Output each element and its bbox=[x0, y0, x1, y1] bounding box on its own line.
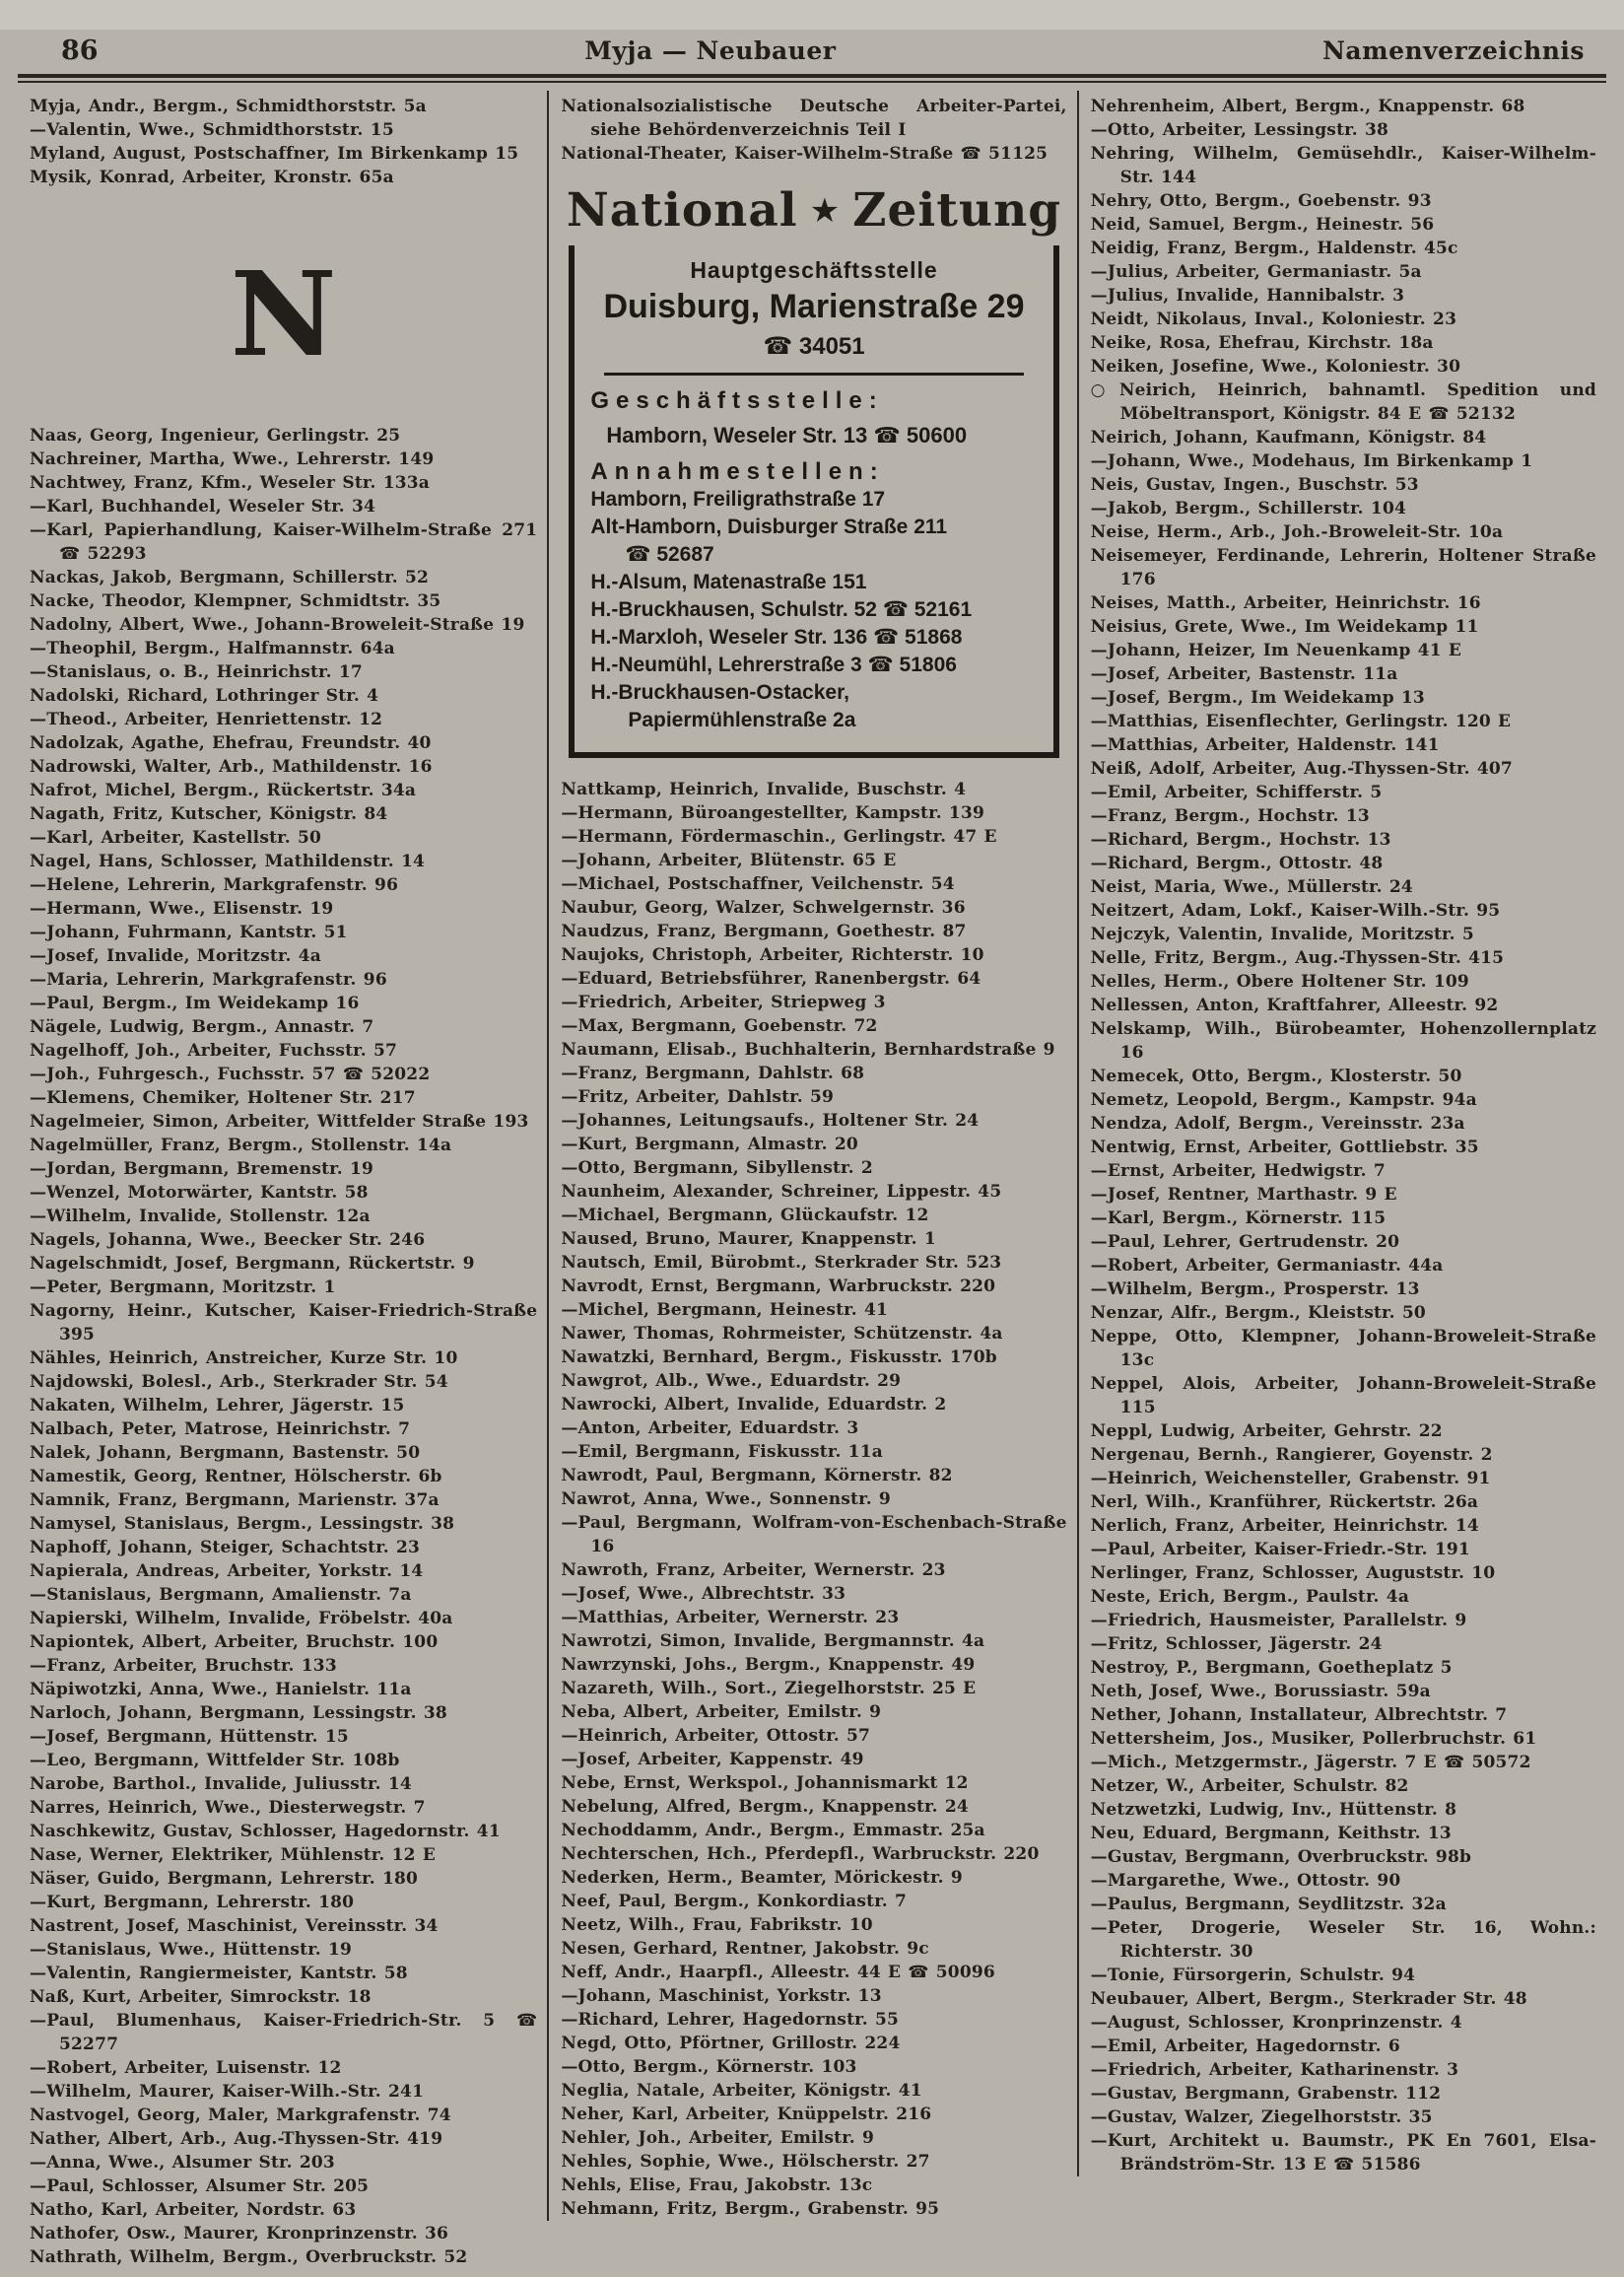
directory-entry: Nawgrot, Alb., Wwe., Eduardstr. 29 bbox=[561, 1371, 902, 1391]
directory-entry: Nelles, Herm., Obere Holtener Str. 109 bbox=[1090, 972, 1469, 992]
directory-entry: Naas, Georg, Ingenieur, Gerlingstr. 25 bbox=[30, 426, 401, 446]
directory-entry: —Emil, Arbeiter, Hagedornstr. 6 bbox=[1090, 2036, 1400, 2056]
directory-entry: —Otto, Bergmann, Sibyllenstr. 2 bbox=[561, 1158, 873, 1178]
directory-entry: Neste, Erich, Bergm., Paulstr. 4a bbox=[1090, 1587, 1410, 1607]
directory-entry: Nathofer, Osw., Maurer, Kronprinzenstr. 36 bbox=[30, 2224, 449, 2243]
directory-entry: Namysel, Stanislaus, Bergm., Lessingstr. 38 bbox=[30, 1514, 455, 1534]
directory-entry: —Julius, Arbeiter, Germaniastr. 5a bbox=[1090, 262, 1422, 282]
directory-entry: —Anton, Arbeiter, Eduardstr. 3 bbox=[561, 1418, 859, 1438]
column-3 bbox=[1077, 91, 1606, 2176]
directory-entry: Nederken, Herm., Beamter, Mörickestr. 9 bbox=[561, 1868, 963, 1888]
directory-entry: Neidig, Franz, Bergm., Haldenstr. 45c bbox=[1090, 239, 1458, 258]
directory-entry: Nagelhoff, Joh., Arbeiter, Fuchsstr. 57 bbox=[30, 1041, 398, 1061]
directory-entry: Nehmann, Fritz, Bergm., Grabenstr. 95 bbox=[561, 2199, 940, 2219]
directory-entry: —Kurt, Architekt u. Baumstr., PK En 7601, Elsa-Brändström-Str. 13 E ☎ 51586 bbox=[1090, 2131, 1596, 2174]
directory-entry: —Otto, Arbeiter, Lessingstr. 38 bbox=[1090, 120, 1389, 140]
directory-entry: Neidt, Nikolaus, Inval., Koloniestr. 23 bbox=[1090, 310, 1457, 329]
directory-entry: —Johann, Maschinist, Yorkstr. 13 bbox=[561, 1986, 882, 2006]
directory-entry: —Leo, Bergmann, Wittfelder Str. 108b bbox=[30, 1751, 400, 1770]
directory-entry: Narloch, Johann, Bergmann, Lessingstr. 38 bbox=[30, 1703, 447, 1723]
directory-entry: —Wilhelm, Maurer, Kaiser-Wilh.-Str. 241 bbox=[30, 2082, 425, 2102]
directory-entry: —Otto, Bergm., Körnerstr. 103 bbox=[561, 2057, 857, 2077]
directory-entry: —Valentin, Wwe., Schmidthorststr. 15 bbox=[30, 120, 394, 140]
directory-entry: —Maria, Lehrerin, Markgrafenstr. 96 bbox=[30, 970, 387, 990]
directory-entry: Naused, Bruno, Maurer, Knappenstr. 1 bbox=[561, 1229, 936, 1249]
directory-entry: —Richard, Bergm., Ottostr. 48 bbox=[1090, 854, 1384, 873]
directory-entry: —Margarethe, Wwe., Ottostr. 90 bbox=[1090, 1871, 1401, 1891]
directory-entry: —Theod., Arbeiter, Henriettenstr. 12 bbox=[30, 710, 383, 729]
directory-entry: Naumann, Elisab., Buchhalterin, Bernhardstraße 9 bbox=[561, 1040, 1055, 1060]
directory-entry: —Paul, Blumenhaus, Kaiser-Friedrich-Str. 5 ☎ 52277 bbox=[30, 2011, 538, 2054]
directory-entry: —Ernst, Arbeiter, Hedwigstr. 7 bbox=[1090, 1161, 1386, 1181]
directory-entry: Nellessen, Anton, Kraftfahrer, Alleestr. 92 bbox=[1090, 996, 1499, 1015]
directory-entry: Nerlinger, Franz, Schlosser, Auguststr. 10 bbox=[1090, 1563, 1496, 1583]
running-title: Myja — Neubauer bbox=[584, 36, 837, 65]
directory-entry: Neisemeyer, Ferdinande, Lehrerin, Holtener Straße 176 bbox=[1090, 546, 1596, 589]
directory-entry: Naujoks, Christoph, Arbeiter, Richterstr. 10 bbox=[561, 945, 984, 965]
ad-branch-line: H.-Neumühl, Lehrerstraße 3 ☎ 51806 bbox=[590, 654, 957, 676]
directory-entry: Nadolny, Albert, Wwe., Johann-Broweleit-Straße 19 bbox=[30, 615, 525, 635]
directory-entry: —Karl, Bergm., Körnerstr. 115 bbox=[1090, 1208, 1387, 1228]
directory-entry: —Joh., Fuhrgesch., Fuchsstr. 57 ☎ 52022 bbox=[30, 1065, 431, 1084]
directory-entry: Nackas, Jakob, Bergmann, Schillerstr. 52 bbox=[30, 568, 430, 587]
directory-entry: Napiontek, Albert, Arbeiter, Bruchstr. 100 bbox=[30, 1632, 439, 1652]
directory-entry: —Josef, Invalide, Moritzstr. 4a bbox=[30, 946, 321, 966]
directory-entry: Nawatzki, Bernhard, Bergm., Fiskusstr. 170b bbox=[561, 1347, 997, 1367]
directory-entry: Neisius, Grete, Wwe., Im Weidekamp 11 bbox=[1090, 617, 1479, 637]
directory-entry: —Fritz, Arbeiter, Dahlstr. 59 bbox=[561, 1087, 835, 1107]
directory-entry: Nakaten, Wilhelm, Lehrer, Jägerstr. 15 bbox=[30, 1396, 405, 1415]
directory-entry: —Robert, Arbeiter, Luisenstr. 12 bbox=[30, 2058, 342, 2078]
directory-entry: —Karl, Buchhandel, Weseler Str. 34 bbox=[30, 497, 376, 517]
header-rule-thick bbox=[18, 74, 1606, 78]
directory-entry: —Josef, Wwe., Albrechtstr. 33 bbox=[561, 1584, 846, 1604]
directory-entry: Nentwig, Ernst, Arbeiter, Gottliebstr. 35 bbox=[1090, 1138, 1479, 1157]
directory-entry: Nettersheim, Jos., Musiker, Pollerbruchstr. 61 bbox=[1090, 1729, 1537, 1749]
directory-entry: Nationalsozialistische Deutsche Arbeiter-Partei, siehe Behördenverzeichnis Teil I bbox=[561, 97, 1067, 140]
directory-entry: Neitzert, Adam, Lokf., Kaiser-Wilh.-Str. 95 bbox=[1090, 901, 1501, 921]
directory-entry: Nazareth, Wilh., Sort., Ziegelhorststr. 25 E bbox=[561, 1679, 977, 1698]
directory-entry: —Peter, Bergmann, Moritzstr. 1 bbox=[30, 1277, 336, 1297]
directory-entry: Nagels, Johanna, Wwe., Beecker Str. 246 bbox=[30, 1230, 426, 1250]
directory-entry: National-Theater, Kaiser-Wilhelm-Straße ☎ 51125 bbox=[561, 144, 1049, 164]
directory-entry: Neppe, Otto, Klempner, Johann-Broweleit-Straße 13c bbox=[1090, 1327, 1596, 1370]
directory-entry: Nastvogel, Georg, Maler, Markgrafenstr. 74 bbox=[30, 2105, 451, 2125]
directory-entry: —Friedrich, Hausmeister, Parallelstr. 9 bbox=[1090, 1611, 1467, 1630]
directory-entry: Nerlich, Franz, Arbeiter, Heinrichstr. 14 bbox=[1090, 1516, 1479, 1536]
directory-entry: Nadolzak, Agathe, Ehefrau, Freundstr. 40 bbox=[30, 733, 432, 753]
directory-entry: Nehles, Sophie, Wwe., Hölscherstr. 27 bbox=[561, 2152, 930, 2172]
directory-entry: Nagelmeier, Simon, Arbeiter, Wittfelder Straße 193 bbox=[30, 1112, 529, 1132]
directory-entry: —Robert, Arbeiter, Germaniastr. 44a bbox=[1090, 1256, 1444, 1276]
directory-entry: —Julius, Invalide, Hannibalstr. 3 bbox=[1090, 286, 1405, 306]
directory-entry: Nemetz, Leopold, Bergm., Kampstr. 94a bbox=[1090, 1090, 1477, 1110]
directory-entry: Neise, Herm., Arb., Joh.-Broweleit-Str. 10a bbox=[1090, 522, 1504, 542]
directory-entry: Nehler, Joh., Arbeiter, Emilstr. 9 bbox=[561, 2128, 875, 2148]
directory-entry: —Matthias, Arbeiter, Haldenstr. 141 bbox=[1090, 735, 1440, 755]
section-letter-N: N bbox=[230, 245, 337, 382]
directory-entry: Natho, Karl, Arbeiter, Nordstr. 63 bbox=[30, 2200, 357, 2220]
directory-entry: Neff, Andr., Haarpfl., Alleestr. 44 E ☎ 50096 bbox=[561, 1963, 995, 1982]
directory-entry: Neba, Albert, Arbeiter, Emilstr. 9 bbox=[561, 1702, 882, 1722]
directory-entry: Näpiwotzki, Anna, Wwe., Hanielstr. 11a bbox=[30, 1680, 412, 1699]
directory-entry: —Peter, Drogerie, Weseler Str. 16, Wohn.: Richterstr. 30 bbox=[1090, 1918, 1596, 1962]
directory-entry: —Stanislaus, Bergmann, Amalienstr. 7a bbox=[30, 1585, 412, 1605]
directory-entry: Myland, August, Postschaffner, Im Birkenkamp 15 bbox=[30, 144, 519, 164]
ad-office-line: Hamborn, Weseler Str. 13 ☎ 50600 bbox=[606, 423, 968, 448]
directory-entry: Nattkamp, Heinrich, Invalide, Buschstr. 4 bbox=[561, 780, 967, 799]
ad-subtitle: Hauptgeschäftsstelle bbox=[690, 257, 938, 283]
directory-entry: Netzwetzki, Ludwig, Inv., Hüttenstr. 8 bbox=[1090, 1800, 1457, 1820]
directory-entry: ○Neirich, Heinrich, bahnamtl. Spedition und Möbeltransport, Königstr. 84 E ☎ 52132 bbox=[1090, 380, 1596, 424]
directory-entry: —Theophil, Bergm., Halfmannstr. 64a bbox=[30, 639, 395, 658]
directory-entry: —Wilhelm, Bergm., Prosperstr. 13 bbox=[1090, 1279, 1420, 1299]
directory-entry: Nähles, Heinrich, Anstreicher, Kurze Str. 10 bbox=[30, 1348, 458, 1368]
directory-entry: —Kurt, Bergmann, Almastr. 20 bbox=[561, 1135, 858, 1154]
directory-entry: —Franz, Bergm., Hochstr. 13 bbox=[1090, 806, 1370, 826]
directory-entry: Nebelung, Alfred, Bergm., Knappenstr. 24 bbox=[561, 1797, 969, 1817]
directory-entry: —Wilhelm, Invalide, Stollenstr. 12a bbox=[30, 1207, 371, 1226]
ad-branch-lines bbox=[590, 486, 1037, 734]
directory-entry: —Paul, Arbeiter, Kaiser-Friedr.-Str. 191 bbox=[1090, 1540, 1470, 1559]
directory-entry: Nelskamp, Wilh., Bürobeamter, Hohenzollernplatz 16 bbox=[1090, 1019, 1596, 1063]
directory-entry: Nalek, Johann, Bergmann, Bastenstr. 50 bbox=[30, 1443, 421, 1463]
directory-entry: Nejczyk, Valentin, Invalide, Moritzstr. 5 bbox=[1090, 925, 1474, 944]
directory-entry: —Paulus, Bergmann, Seydlitzstr. 32a bbox=[1090, 1895, 1447, 1914]
directory-entry: Neppl, Ludwig, Arbeiter, Gehrstr. 22 bbox=[1090, 1421, 1443, 1441]
directory-entry: Nawrzynski, Johs., Bergm., Knappenstr. 49 bbox=[561, 1655, 976, 1675]
directory-entry: Mysik, Konrad, Arbeiter, Kronstr. 65a bbox=[30, 168, 394, 187]
page-number: 86 bbox=[61, 35, 99, 66]
directory-entry: —Heinrich, Weichensteller, Grabenstr. 91 bbox=[1090, 1469, 1491, 1488]
directory-entry: —Michel, Bergmann, Heinestr. 41 bbox=[561, 1300, 889, 1320]
directory-entry: Naphoff, Johann, Steiger, Schachtstr. 23 bbox=[30, 1538, 421, 1557]
directory-entry: —Emil, Bergmann, Fiskusstr. 11a bbox=[561, 1442, 883, 1462]
directory-entry: —Johann, Arbeiter, Blütenstr. 65 E bbox=[561, 851, 897, 870]
directory-entry: Neher, Karl, Arbeiter, Knüppelstr. 216 bbox=[561, 2104, 932, 2124]
ad-office-label: Geschäftsstelle: bbox=[590, 387, 884, 414]
directory-entry: Nafrot, Michel, Bergm., Rückertstr. 34a bbox=[30, 781, 417, 800]
directory-entry: Nadrowski, Walter, Arb., Mathildenstr. 16 bbox=[30, 757, 433, 777]
directory-entry: —Eduard, Betriebsführer, Ranenbergstr. 64 bbox=[561, 969, 981, 989]
directory-entry: —Hermann, Fördermaschin., Gerlingstr. 47 E bbox=[561, 827, 997, 847]
directory-entry: Netzer, W., Arbeiter, Schulstr. 82 bbox=[1090, 1776, 1409, 1796]
directory-entry: Nerl, Wilh., Kranführer, Rückertstr. 26a bbox=[1090, 1492, 1479, 1512]
directory-entry: Neid, Samuel, Bergm., Heinestr. 56 bbox=[1090, 215, 1435, 235]
directory-entry: —Friedrich, Arbeiter, Striepweg 3 bbox=[561, 993, 886, 1012]
ad-branch-line: Alt-Hamborn, Duisburger Straße 211 bbox=[590, 516, 948, 538]
directory-entry: Neu, Eduard, Bergmann, Keithstr. 13 bbox=[1090, 1824, 1452, 1843]
directory-entry: Nawrocki, Albert, Invalide, Eduardstr. 2 bbox=[561, 1395, 947, 1414]
directory-entry: Narres, Heinrich, Wwe., Diesterwegstr. 7 bbox=[30, 1798, 426, 1818]
directory-entry: Nathrath, Wilhelm, Bergm., Overbruckstr. 52 bbox=[30, 2247, 468, 2267]
directory-entry: —Stanislaus, Wwe., Hüttenstr. 19 bbox=[30, 1940, 353, 1960]
ad-branch-line: H.-Bruckhausen-Ostacker, Papiermühlenstraße 2a bbox=[590, 681, 856, 731]
directory-entry: Nehry, Otto, Bergm., Goebenstr. 93 bbox=[1090, 191, 1432, 211]
directory-entry: Näser, Guido, Bergmann, Lehrerstr. 180 bbox=[30, 1869, 419, 1889]
directory-entry: —Max, Bergmann, Goebenstr. 72 bbox=[561, 1016, 878, 1036]
section-title: Namenverzeichnis bbox=[1322, 36, 1585, 65]
ad-phone: ☎ 34051 bbox=[763, 333, 865, 360]
directory-entry: —Kurt, Bergmann, Lehrerstr. 180 bbox=[30, 1893, 355, 1912]
directory-entry: Neetz, Wilh., Frau, Fabrikstr. 10 bbox=[561, 1915, 873, 1935]
directory-entry: Nehls, Elise, Frau, Jakobstr. 13c bbox=[561, 2175, 873, 2195]
directory-entry: —Helene, Lehrerin, Markgrafenstr. 96 bbox=[30, 875, 399, 895]
directory-entry: Nawroth, Franz, Arbeiter, Wernerstr. 23 bbox=[561, 1560, 946, 1580]
directory-entry: —Franz, Bergmann, Dahlstr. 68 bbox=[561, 1064, 865, 1083]
directory-entry: —Karl, Papierhandlung, Kaiser-Wilhelm-Straße 271 ☎ 52293 bbox=[30, 520, 538, 564]
directory-entry: Neis, Gustav, Ingen., Buschstr. 53 bbox=[1090, 475, 1419, 495]
directory-entry: —Franz, Arbeiter, Bruchstr. 133 bbox=[30, 1656, 337, 1676]
directory-entry: —Klemens, Chemiker, Holtener Str. 217 bbox=[30, 1088, 416, 1108]
directory-entry: Nehring, Wilhelm, Gemüsehdlr., Kaiser-Wilhelm-Str. 144 bbox=[1090, 144, 1596, 187]
directory-entry: Neist, Maria, Wwe., Müllerstr. 24 bbox=[1090, 877, 1413, 897]
directory-entry: Nether, Johann, Installateur, Albrechtstr. 7 bbox=[1090, 1705, 1508, 1725]
directory-entry: —Friedrich, Arbeiter, Katharinenstr. 3 bbox=[1090, 2060, 1459, 2080]
directory-entry: Nestroy, P., Bergmann, Goetheplatz 5 bbox=[1090, 1658, 1453, 1678]
directory-entry: Nather, Albert, Arb., Aug.-Thyssen-Str. 419 bbox=[30, 2129, 443, 2149]
directory-entry: —Karl, Arbeiter, Kastellstr. 50 bbox=[30, 828, 322, 848]
directory-entry: Najdowski, Bolesl., Arb., Sterkrader Str. 54 bbox=[30, 1372, 448, 1392]
directory-entry: —Gustav, Bergmann, Overbruckstr. 98b bbox=[1090, 1847, 1472, 1867]
column2-notice-entries bbox=[561, 95, 1066, 166]
directory-entry: Nawer, Thomas, Rohrmeister, Schützenstr. 4a bbox=[561, 1324, 1003, 1344]
directory-entry: Napierski, Wilhelm, Invalide, Fröbelstr. 40a bbox=[30, 1609, 453, 1628]
directory-entry: —Josef, Arbeiter, Kappenstr. 49 bbox=[561, 1750, 864, 1769]
ad-box bbox=[569, 245, 1058, 758]
directory-entry: Namestik, Georg, Rentner, Hölscherstr. 6b bbox=[30, 1467, 442, 1486]
directory-entry: Nechterschen, Hch., Pferdepfl., Warbruckstr. 220 bbox=[561, 1844, 1040, 1864]
directory-entry: —Paul, Lehrer, Gertrudenstr. 20 bbox=[1090, 1232, 1400, 1252]
directory-entry: —Wenzel, Motorwärter, Kantstr. 58 bbox=[30, 1183, 369, 1203]
directory-entry: Myja, Andr., Bergm., Schmidthorststr. 5a bbox=[30, 97, 427, 116]
directory-entry: Neubauer, Albert, Bergm., Sterkrader Str. 48 bbox=[1090, 1989, 1527, 2009]
directory-entry: Neef, Paul, Bergm., Konkordiastr. 7 bbox=[561, 1892, 908, 1911]
directory-entry: —August, Schlosser, Kronprinzenstr. 4 bbox=[1090, 2013, 1462, 2033]
directory-entry: Nägele, Ludwig, Bergm., Annastr. 7 bbox=[30, 1017, 374, 1037]
directory-entry: Neirich, Johann, Kaufmann, Königstr. 84 bbox=[1090, 428, 1487, 448]
national-zeitung-ad bbox=[563, 183, 1064, 758]
directory-entry: Nenzar, Alfr., Bergm., Kleiststr. 50 bbox=[1090, 1303, 1426, 1323]
directory-entry: Nesen, Gerhard, Rentner, Jakobstr. 9c bbox=[561, 1939, 929, 1959]
directory-entry: —Josef, Bergm., Im Weidekamp 13 bbox=[1090, 688, 1425, 708]
directory-entry: —Mich., Metzgermstr., Jägerstr. 7 E ☎ 50572 bbox=[1090, 1753, 1531, 1772]
directory-entry: —Paul, Schlosser, Alsumer Str. 205 bbox=[30, 2176, 370, 2196]
directory-entry: Nelle, Fritz, Bergm., Aug.-Thyssen-Str. 415 bbox=[1090, 948, 1505, 968]
ad-title-left: National bbox=[566, 183, 798, 238]
page-header bbox=[0, 0, 1624, 72]
directory-entry: —Michael, Postschaffner, Veilchenstr. 54 bbox=[561, 874, 955, 894]
directory-entry: Neises, Matth., Arbeiter, Heinrichstr. 16 bbox=[1090, 593, 1481, 613]
directory-columns bbox=[18, 91, 1606, 2269]
column2-entries bbox=[561, 778, 1066, 2221]
directory-entry: —Emil, Arbeiter, Schifferstr. 5 bbox=[1090, 783, 1383, 802]
directory-entry: —Jakob, Bergm., Schillerstr. 104 bbox=[1090, 499, 1407, 518]
directory-entry: —Tonie, Fürsorgerin, Schulstr. 94 bbox=[1090, 1966, 1416, 1985]
directory-entry: Nergenau, Bernh., Rangierer, Goyenstr. 2 bbox=[1090, 1445, 1493, 1465]
directory-entry: Negd, Otto, Pförtner, Grillostr. 224 bbox=[561, 2034, 901, 2053]
directory-entry: Nase, Werner, Elektriker, Mühlenstr. 12 E bbox=[30, 1845, 436, 1865]
directory-entry: —Matthias, Arbeiter, Wernerstr. 23 bbox=[561, 1608, 900, 1627]
directory-entry: —Gustav, Walzer, Ziegelhorststr. 35 bbox=[1090, 2107, 1433, 2127]
directory-entry: Nacke, Theodor, Klempner, Schmidtstr. 35 bbox=[30, 591, 441, 611]
directory-entry: —Johannes, Leitungsaufs., Holtener Str. 24 bbox=[561, 1111, 980, 1131]
directory-entry: —Jordan, Bergmann, Bremenstr. 19 bbox=[30, 1159, 374, 1179]
eagle-emblem-icon: ★ bbox=[809, 190, 842, 231]
column1-top-entries bbox=[30, 95, 537, 189]
directory-entry: Nautsch, Emil, Bürobmt., Sterkrader Str. 523 bbox=[561, 1253, 1002, 1273]
directory-entry: —Anna, Wwe., Alsumer Str. 203 bbox=[30, 2153, 335, 2173]
directory-entry: —Josef, Rentner, Marthastr. 9 E bbox=[1090, 1185, 1397, 1205]
directory-entry: Nebe, Ernst, Werkspol., Johannismarkt 12 bbox=[561, 1773, 969, 1793]
directory-entry: Nechoddamm, Andr., Bergm., Emmastr. 25a bbox=[561, 1821, 985, 1840]
directory-entry: —Richard, Lehrer, Hagedornstr. 55 bbox=[561, 2010, 900, 2030]
directory-entry: Nawrotzi, Simon, Invalide, Bergmannstr. 4a bbox=[561, 1631, 985, 1651]
ad-branch-line: H.-Alsum, Matenastraße 151 bbox=[590, 571, 867, 593]
ad-branches-label: Annahmestellen: bbox=[590, 458, 885, 485]
column1-entries bbox=[30, 424, 537, 2269]
directory-entry: —Stanislaus, o. B., Heinrichstr. 17 bbox=[30, 662, 363, 682]
directory-entry: Naß, Kurt, Arbeiter, Simrockstr. 18 bbox=[30, 1987, 372, 2007]
directory-entry: —Matthias, Eisenflechter, Gerlingstr. 120 E bbox=[1090, 712, 1512, 731]
directory-entry: —Paul, Bergmann, Wolfram-von-Eschenbach-Straße 16 bbox=[561, 1513, 1067, 1556]
ad-branch-line: ☎ 52687 bbox=[590, 543, 714, 566]
directory-entry: —Heinrich, Arbeiter, Ottostr. 57 bbox=[561, 1726, 871, 1746]
column-2 bbox=[547, 91, 1076, 2221]
directory-entry: —Richard, Bergm., Hochstr. 13 bbox=[1090, 830, 1391, 850]
directory-entry: —Fritz, Schlosser, Jägerstr. 24 bbox=[1090, 1634, 1383, 1654]
directory-entry: Neike, Rosa, Ehefrau, Kirchstr. 18a bbox=[1090, 333, 1434, 353]
directory-entry: —Josef, Bergmann, Hüttenstr. 15 bbox=[30, 1727, 349, 1747]
directory-entry: Nawrot, Anna, Wwe., Sonnenstr. 9 bbox=[561, 1489, 891, 1509]
directory-entry: Nagelmüller, Franz, Bergm., Stollenstr. 14a bbox=[30, 1136, 452, 1155]
directory-entry: Nastrent, Josef, Maschinist, Vereinsstr. 34 bbox=[30, 1916, 439, 1936]
directory-entry: Napierala, Andreas, Arbeiter, Yorkstr. 14 bbox=[30, 1561, 424, 1581]
directory-entry: Narobe, Barthol., Invalide, Juliusstr. 14 bbox=[30, 1774, 412, 1794]
column-1 bbox=[18, 91, 547, 2269]
directory-entry: Nagorny, Heinr., Kutscher, Kaiser-Friedrich-Straße 395 bbox=[30, 1301, 538, 1345]
header-rule-thin bbox=[18, 81, 1606, 83]
directory-entry: Nendza, Adolf, Bergm., Vereinsstr. 23a bbox=[1090, 1114, 1465, 1134]
directory-entry: Naubur, Georg, Walzer, Schwelgernstr. 36 bbox=[561, 898, 966, 918]
directory-entry: Nagel, Hans, Schlosser, Mathildenstr. 14 bbox=[30, 852, 426, 871]
directory-entry: —Josef, Arbeiter, Bastenstr. 11a bbox=[1090, 664, 1398, 684]
directory-entry: Namnik, Franz, Bergmann, Marienstr. 37a bbox=[30, 1490, 440, 1510]
directory-entry: Nalbach, Peter, Matrose, Heinrichstr. 7 bbox=[30, 1419, 411, 1439]
directory-entry: Neppel, Alois, Arbeiter, Johann-Broweleit-Straße 115 bbox=[1090, 1374, 1596, 1417]
directory-entry: Nawrodt, Paul, Bergmann, Körnerstr. 82 bbox=[561, 1466, 953, 1485]
ad-title bbox=[563, 183, 1064, 238]
directory-entry: Nehrenheim, Albert, Bergm., Knappenstr. 68 bbox=[1090, 97, 1525, 116]
directory-entry: —Johann, Heizer, Im Neuenkamp 41 E bbox=[1090, 641, 1462, 660]
ad-divider bbox=[604, 373, 1024, 376]
ad-branch-line: H.-Marxloh, Weseler Str. 136 ☎ 51868 bbox=[590, 626, 963, 649]
directory-entry: —Johann, Fuhrmann, Kantstr. 51 bbox=[30, 923, 348, 942]
directory-entry: Naudzus, Franz, Bergmann, Goethestr. 87 bbox=[561, 922, 967, 941]
directory-entry: Neiken, Josefine, Wwe., Koloniestr. 30 bbox=[1090, 357, 1461, 377]
directory-entry: Naunheim, Alexander, Schreiner, Lippestr. 45 bbox=[561, 1182, 1002, 1202]
directory-entry: Neiß, Adolf, Arbeiter, Aug.-Thyssen-Str. 407 bbox=[1090, 759, 1513, 779]
directory-entry: —Hermann, Wwe., Elisenstr. 19 bbox=[30, 899, 334, 919]
directory-entry: Nagath, Fritz, Kutscher, Königstr. 84 bbox=[30, 804, 388, 824]
column3-entries bbox=[1091, 95, 1596, 2176]
directory-entry: —Johann, Wwe., Modehaus, Im Birkenkamp 1 bbox=[1090, 451, 1533, 471]
ad-branch-line: Hamborn, Freiligrathstraße 17 bbox=[590, 488, 886, 511]
directory-entry: Nemecek, Otto, Bergm., Klosterstr. 50 bbox=[1090, 1067, 1462, 1086]
directory-entry: Naschkewitz, Gustav, Schlosser, Hagedornstr. 41 bbox=[30, 1822, 501, 1841]
directory-entry: —Valentin, Rangiermeister, Kantstr. 58 bbox=[30, 1964, 408, 1983]
directory-entry: Neglia, Natale, Arbeiter, Königstr. 41 bbox=[561, 2081, 922, 2101]
directory-entry: Nadolski, Richard, Lothringer Str. 4 bbox=[30, 686, 379, 706]
directory-entry: Nachtwey, Franz, Kfm., Weseler Str. 133a bbox=[30, 473, 431, 493]
directory-entry: Nachreiner, Martha, Wwe., Lehrerstr. 149 bbox=[30, 449, 435, 469]
ad-title-right: Zeitung bbox=[852, 183, 1062, 238]
ad-branch-line: H.-Bruckhausen, Schulstr. 52 ☎ 52161 bbox=[590, 598, 973, 621]
directory-entry: —Gustav, Bergmann, Grabenstr. 112 bbox=[1090, 2084, 1442, 2104]
directory-entry: Neth, Josef, Wwe., Borussiastr. 59a bbox=[1090, 1682, 1431, 1701]
ad-address: Duisburg, Marienstraße 29 bbox=[603, 288, 1025, 325]
directory-entry: —Michael, Bergmann, Glückaufstr. 12 bbox=[561, 1206, 929, 1225]
directory-entry: —Hermann, Büroangestellter, Kampstr. 139 bbox=[561, 803, 985, 823]
directory-entry: Navrodt, Ernst, Bergmann, Warbruckstr. 220 bbox=[561, 1276, 996, 1296]
directory-entry: Nagelschmidt, Josef, Bergmann, Rückertstr. 9 bbox=[30, 1254, 475, 1274]
directory-entry: —Paul, Bergm., Im Weidekamp 16 bbox=[30, 994, 360, 1013]
